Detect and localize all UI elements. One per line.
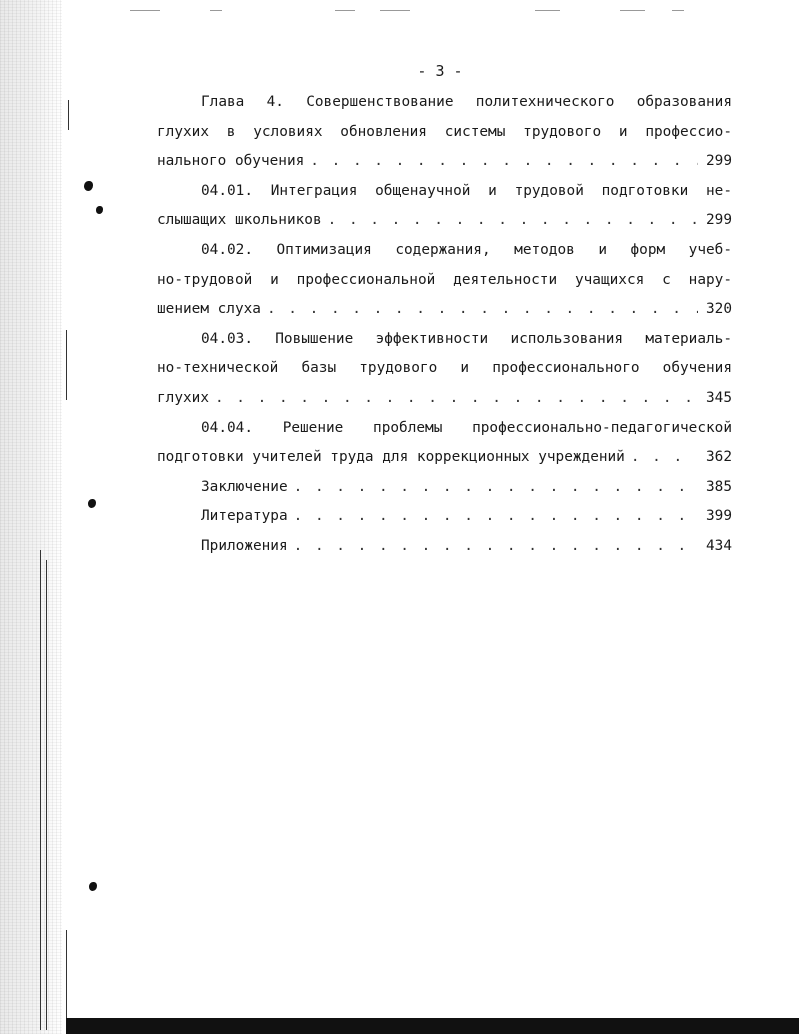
leader-dots [625,443,698,473]
toc-line: но-технической базы трудового и профессионального обучения [157,360,732,377]
scan-blot [84,181,93,191]
scan-line [46,560,47,1030]
leader-dots [261,295,698,325]
toc-line: Глава 4. Совершенствование политехнического образования [201,94,732,110]
leader-dots [288,532,698,562]
scan-dash [335,10,355,11]
toc-entry [157,443,732,473]
toc-line: Заключение [201,478,288,495]
scan-blot [88,499,96,508]
toc-entry [157,473,732,503]
page-number: - 3 - [417,62,463,80]
toc-entry [157,206,732,236]
toc-line: подготовки учителей труда для коррекционных учреждений [157,449,625,466]
toc-entry [157,147,732,177]
toc-line: шением слуха [157,301,261,318]
leader-dots [288,473,698,503]
toc-line: Приложения [201,537,288,554]
scan-line [66,330,67,400]
scan-dash [620,10,645,11]
toc-line: Литература [201,508,288,525]
toc-line: глухих в условиях обновления системы трудового и профессио- [157,123,732,140]
toc-page-number: 362 [706,449,732,466]
toc-page-number: 299 [706,153,732,170]
toc-entry [157,295,732,325]
toc-line: 04.02. Оптимизация содержания, методов и форм учеб- [201,241,732,258]
scan-dash [210,10,222,11]
scan-bottom-bar [66,1018,799,1034]
toc-page-number: 345 [706,389,732,406]
toc-line: 04.03. Повышение эффективности использования материаль- [201,330,732,347]
leader-dots [304,147,698,177]
toc-line: 04.01. Интеграция общенаучной и трудовой подготовки не- [201,182,732,199]
table-of-contents [157,88,732,562]
scan-blot [96,206,103,214]
toc-page-number: 385 [706,478,732,495]
scan-dash [535,10,560,11]
scan-blot [89,882,97,891]
toc-line: нального обучения [157,153,305,170]
toc-entry [157,384,732,414]
scan-line [40,550,41,1030]
toc-entry [157,532,732,562]
toc-entry [157,502,732,532]
scan-dash [672,10,684,11]
scan-dash [130,10,160,11]
scan-left-edge [0,0,62,1034]
toc-line: глухих [157,389,209,406]
scan-dash [380,10,410,11]
toc-page-number: 434 [706,537,732,554]
leader-dots [209,384,698,414]
toc-page-number: 320 [706,301,732,318]
scan-line [66,930,67,1020]
toc-line: но-трудовой и профессиональной деятельности учащихся с нару- [157,271,732,288]
toc-line: слышащих школьников [157,212,322,229]
leader-dots [288,502,698,532]
toc-page-number: 399 [706,508,732,525]
toc-line: 04.04. Решение проблемы профессионально-педагогической [201,419,732,436]
toc-page-number: 299 [706,212,732,229]
leader-dots [322,206,698,236]
scan-line [68,100,69,130]
